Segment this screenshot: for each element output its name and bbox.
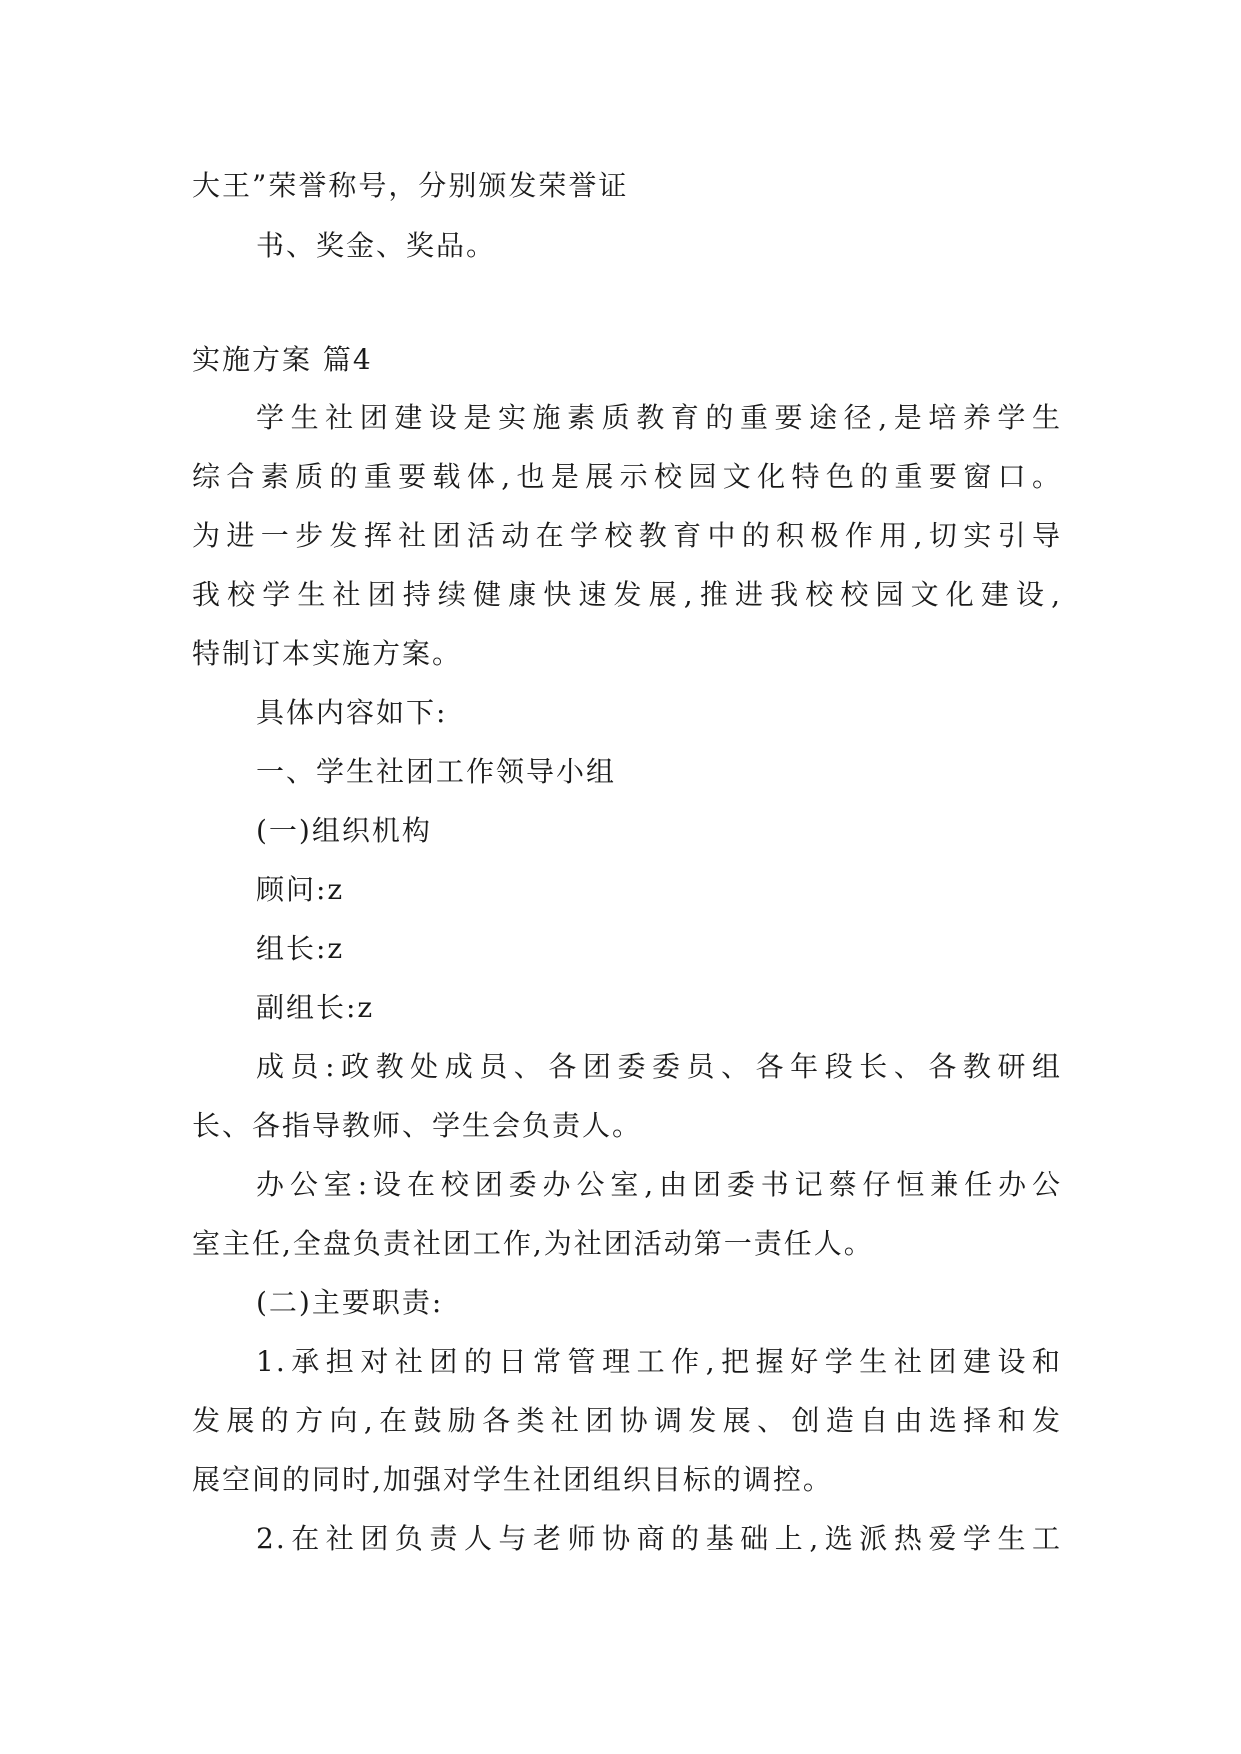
subsection-heading: (二)主要职责: — [256, 1286, 444, 1319]
paragraph-line: 展空间的同时,加强对学生社团组织目标的调控。 — [192, 1463, 833, 1496]
list-heading: 一、学生社团工作领导小组 — [256, 755, 617, 788]
paragraph-line: 成员:政教处成员、各团委委员、各年段长、各教研组 — [256, 1050, 1062, 1083]
subsection-heading: (一)组织机构 — [256, 814, 432, 847]
paragraph-line: 综合素质的重要载体,也是展示校园文化特色的重要窗口。 — [192, 460, 1062, 493]
paragraph-line: 1.承担对社团的日常管理工作,把握好学生社团建设和 — [256, 1345, 1062, 1378]
paragraph-line: 发展的方向,在鼓励各类社团协调发展、创造自由选择和发 — [192, 1404, 1062, 1437]
paragraph-line: 为进一步发挥社团活动在学校教育中的积极作用,切实引导 — [192, 519, 1062, 552]
text-line: 书、奖金、奖品。 — [256, 229, 497, 262]
paragraph-line: 我校学生社团持续健康快速发展,推进我校校园文化建设, — [192, 578, 1062, 611]
role-line: 顾问:z — [256, 873, 345, 906]
role-line: 组长:z — [256, 932, 345, 965]
paragraph-line: 具体内容如下: — [256, 696, 448, 729]
paragraph-line: 长、各指导教师、学生会负责人。 — [192, 1109, 643, 1142]
paragraph-line: 特制订本实施方案。 — [192, 637, 463, 670]
paragraph-line: 学生社团建设是实施素质教育的重要途径,是培养学生 — [256, 401, 1062, 434]
paragraph-line: 2.在社团负责人与老师协商的基础上,选派热爱学生工 — [256, 1522, 1062, 1555]
paragraph-line: 室主任,全盘负责社团工作,为社团活动第一责任人。 — [192, 1227, 874, 1260]
text-line: 大王”荣誉称号，分别颁发荣誉证 — [192, 169, 629, 202]
section-heading: 实施方案 篇4 — [192, 343, 373, 376]
paragraph-line: 办公室:设在校团委办公室,由团委书记蔡仔恒兼任办公 — [256, 1168, 1062, 1201]
role-line: 副组长:z — [256, 991, 375, 1024]
